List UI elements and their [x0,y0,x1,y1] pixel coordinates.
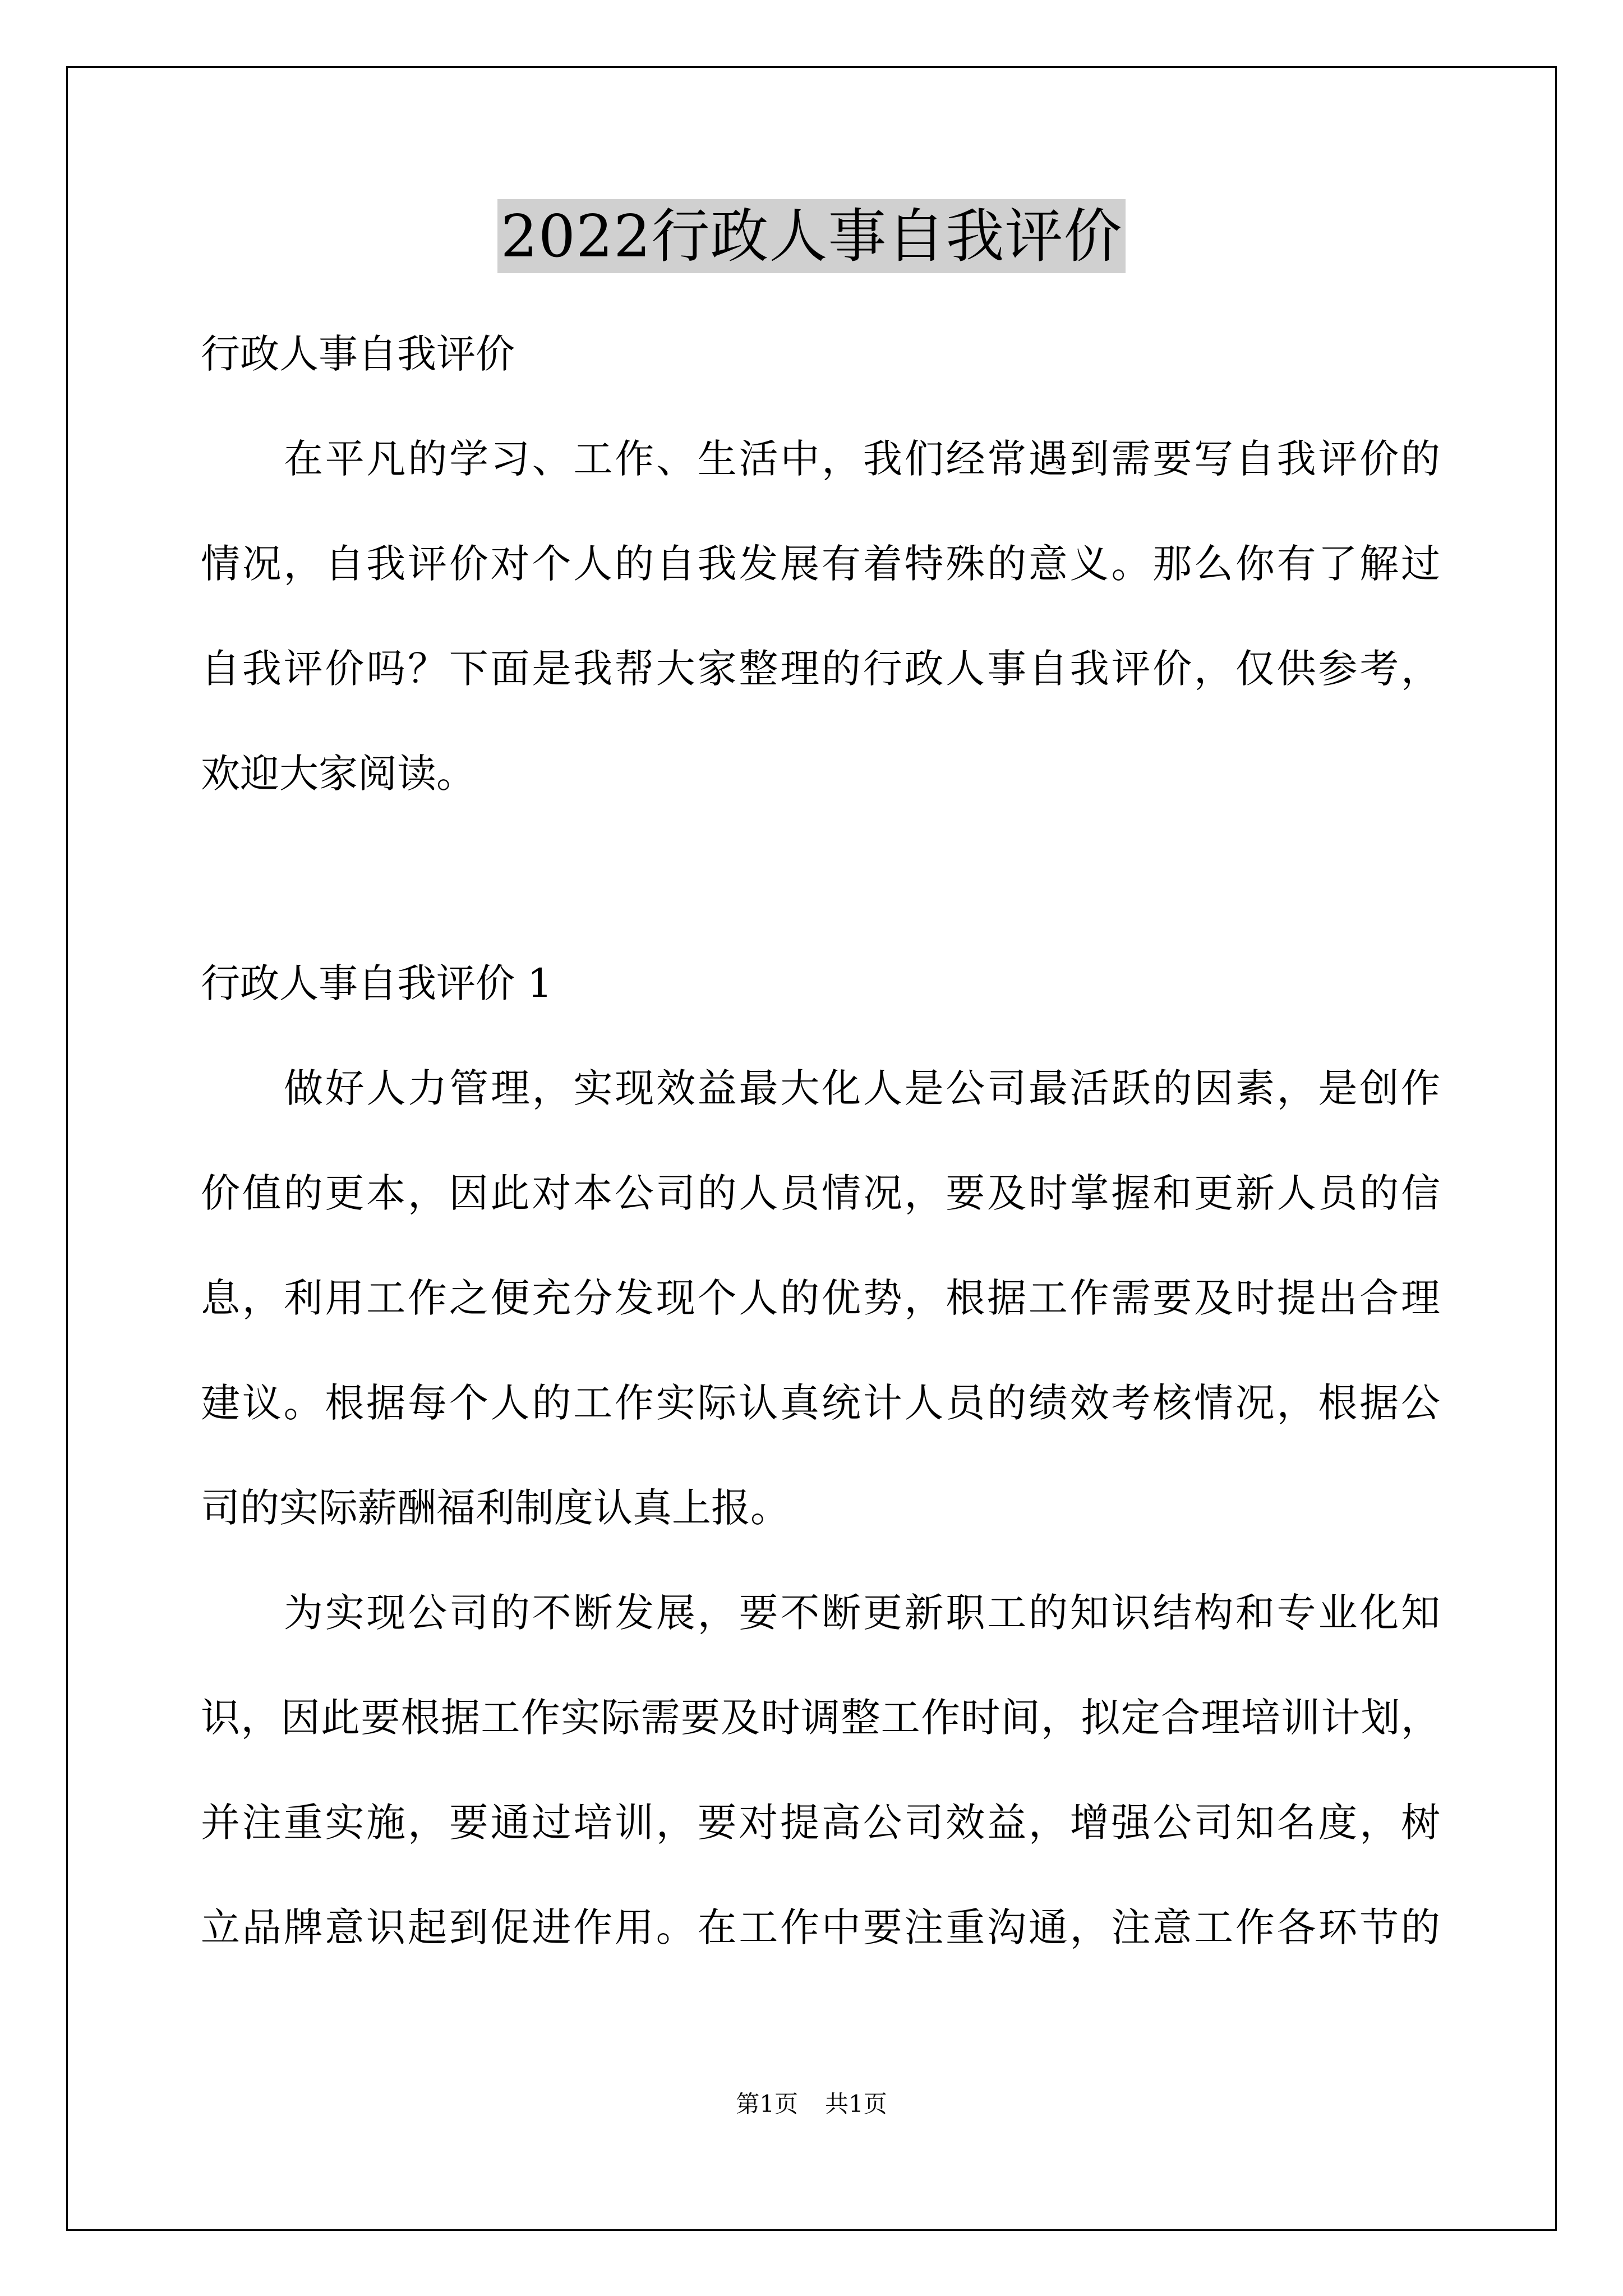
paragraph-line: 立品牌意识起到促进作用。在工作中要注重沟通，注意工作各环节的 [201,1904,1440,1950]
intro-line: 在平凡的学习、工作、生活中，我们经常遇到需要写自我评价的 [284,436,1440,482]
paragraph-line: 并注重实施，要通过培训，要对提高公司效益，增强公司知名度，树 [201,1800,1440,1846]
page-number-total: 共1页 [825,2090,887,2118]
document-title: 2022行政人事自我评价 [497,199,1126,273]
paragraph-line: 价值的更本，因此对本公司的人员情况，要及时掌握和更新人员的信 [201,1170,1440,1216]
section-heading: 行政人事自我评价 1 [201,960,552,1006]
paragraph-line: 识，因此要根据工作实际需要及时调整工作时间，拟定合理培训计划， [201,1695,1440,1741]
intro-line: 自我评价吗？下面是我帮大家整理的行政人事自我评价，仅供参考， [201,646,1440,692]
document-body [201,302,1440,1980]
section-gap [201,826,1440,931]
paragraph-line: 司的实际薪酬福利制度认真上报。 [201,1485,790,1531]
page-number-current: 第1页 [736,2090,798,2118]
paragraph-line: 息，利用工作之便充分发现个人的优势，根据工作需要及时提出合理 [201,1275,1440,1321]
intro-line: 情况，自我评价对个人的自我发展有着特殊的意义。那么你有了解过 [201,541,1440,587]
paragraph-line: 做好人力管理，实现效益最大化人是公司最活跃的因素，是创作 [284,1065,1440,1111]
subtitle: 行政人事自我评价 [201,331,515,377]
intro-line: 欢迎大家阅读。 [201,751,476,797]
page-footer [0,2086,1623,2119]
title-container [0,199,1623,273]
paragraph-line: 为实现公司的不断发展，要不断更新职工的知识结构和专业化知 [284,1590,1440,1636]
paragraph-line: 建议。根据每个人的工作实际认真统计人员的绩效考核情况，根据公 [201,1380,1440,1426]
